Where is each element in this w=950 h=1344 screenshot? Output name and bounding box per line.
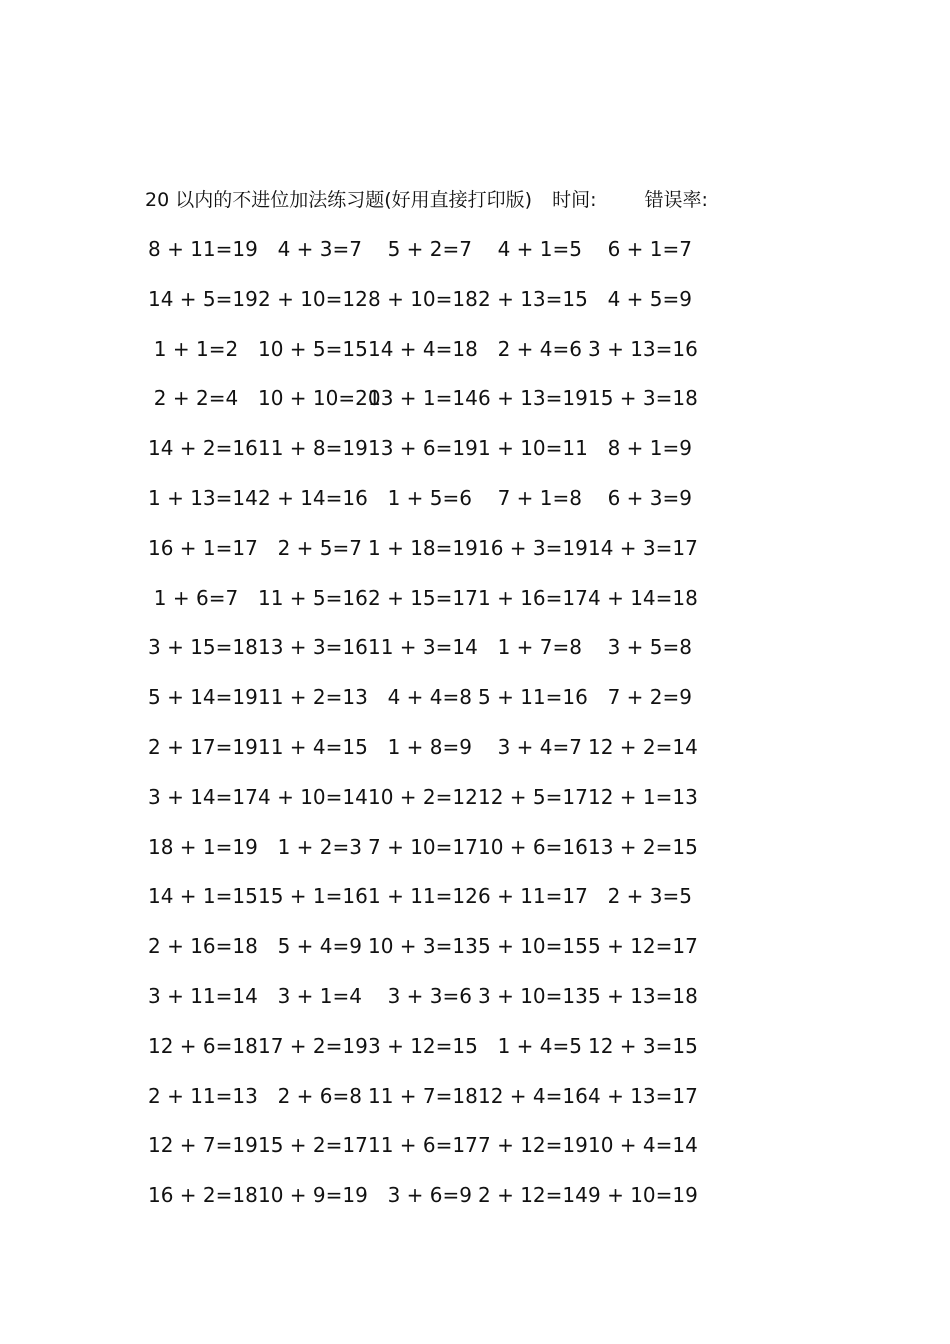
problem-row — [148, 783, 708, 833]
problem-row — [148, 932, 708, 982]
problem-cell: 5 + 4=9 — [277, 934, 362, 959]
problem-cell: 2 + 16=18 — [148, 934, 258, 959]
problem-cell: 2 + 13=15 — [478, 286, 588, 311]
problem-row — [148, 534, 708, 584]
problem-grid — [148, 235, 708, 1231]
problem-row — [148, 882, 708, 932]
problem-cell: 13 + 6=19 — [368, 436, 478, 461]
problem-row — [148, 683, 708, 733]
problem-cell: 7 + 1=8 — [497, 485, 582, 510]
problem-cell: 6 + 11=17 — [478, 884, 588, 909]
problem-cell: 10 + 2=12 — [368, 784, 478, 809]
problem-cell: 5 + 2=7 — [387, 237, 472, 261]
problem-cell: 1 + 6=7 — [153, 585, 239, 610]
problem-row — [148, 584, 708, 634]
problem-cell: 1 + 8=9 — [387, 734, 472, 759]
problem-cell: 7 + 10=17 — [368, 834, 478, 859]
problem-cell: 2 + 6=8 — [277, 1083, 362, 1108]
problem-cell: 12 + 2=14 — [588, 734, 698, 759]
problem-row — [148, 1032, 708, 1082]
problem-cell: 11 + 3=14 — [368, 635, 478, 660]
problem-cell: 10 + 4=14 — [588, 1133, 698, 1158]
problem-cell: 1 + 10=11 — [478, 436, 588, 461]
problem-cell: 2 + 2=4 — [153, 386, 239, 411]
problem-cell: 4 + 5=9 — [607, 286, 692, 311]
problem-cell: 11 + 6=17 — [368, 1133, 478, 1158]
problem-cell: 5 + 10=15 — [478, 934, 588, 959]
problem-cell: 4 + 3=7 — [277, 237, 362, 261]
problem-cell: 16 + 1=17 — [148, 535, 258, 560]
problem-cell: 16 + 3=19 — [478, 535, 588, 560]
problem-cell: 11 + 5=16 — [258, 585, 368, 610]
problem-row — [148, 235, 708, 285]
problem-cell: 8 + 10=18 — [368, 286, 478, 311]
problem-row — [148, 484, 708, 534]
problem-row — [148, 982, 708, 1032]
problem-cell: 5 + 11=16 — [478, 685, 588, 710]
problem-cell: 3 + 14=17 — [148, 784, 258, 809]
problem-cell: 3 + 5=8 — [607, 635, 692, 660]
problem-row — [148, 1082, 708, 1132]
problem-cell: 3 + 13=16 — [588, 336, 698, 361]
problem-cell: 1 + 7=8 — [497, 635, 582, 660]
problem-cell: 3 + 6=9 — [387, 1183, 472, 1208]
problem-cell: 14 + 1=15 — [148, 884, 258, 909]
problem-cell: 2 + 10=12 — [258, 286, 368, 311]
problem-cell: 18 + 1=19 — [148, 834, 258, 859]
problem-cell: 13 + 3=16 — [258, 635, 368, 660]
problem-cell: 12 + 3=15 — [588, 1033, 698, 1058]
problem-cell: 10 + 3=13 — [368, 934, 478, 959]
problem-cell: 6 + 13=19 — [478, 386, 588, 411]
problem-cell: 2 + 12=14 — [478, 1183, 588, 1208]
problem-cell: 2 + 3=5 — [607, 884, 692, 909]
problem-row — [148, 833, 708, 883]
time-label: 时间: — [552, 189, 597, 211]
problem-cell: 2 + 11=13 — [148, 1083, 258, 1108]
problem-row — [148, 285, 708, 335]
problem-cell: 11 + 4=15 — [258, 734, 368, 759]
problem-cell: 2 + 15=17 — [368, 585, 478, 610]
problem-cell: 8 + 1=9 — [607, 436, 692, 461]
problem-cell: 4 + 13=17 — [588, 1083, 698, 1108]
problem-cell: 4 + 14=18 — [588, 585, 698, 610]
problem-cell: 5 + 12=17 — [588, 934, 698, 959]
problem-cell: 12 + 4=16 — [478, 1083, 588, 1108]
problem-row — [148, 633, 708, 683]
problem-cell: 9 + 10=19 — [588, 1183, 698, 1208]
problem-cell: 13 + 1=14 — [368, 386, 478, 411]
problem-cell: 1 + 16=17 — [478, 585, 588, 610]
problem-cell: 5 + 14=19 — [148, 685, 258, 710]
problem-cell: 1 + 2=3 — [277, 834, 362, 859]
problem-cell: 16 + 2=18 — [148, 1183, 258, 1208]
problem-cell: 1 + 4=5 — [497, 1033, 582, 1058]
problem-cell: 14 + 4=18 — [368, 336, 478, 361]
problem-cell: 10 + 9=19 — [258, 1183, 368, 1208]
problem-cell: 3 + 4=7 — [497, 734, 582, 759]
problem-cell: 1 + 5=6 — [387, 485, 472, 510]
problem-cell: 12 + 6=18 — [148, 1033, 258, 1058]
problem-cell: 3 + 11=14 — [148, 983, 258, 1008]
problem-cell: 6 + 3=9 — [607, 485, 692, 510]
problem-cell: 14 + 3=17 — [588, 535, 698, 560]
problem-cell: 6 + 1=7 — [607, 237, 692, 261]
problem-cell: 13 + 2=15 — [588, 834, 698, 859]
problem-row — [148, 733, 708, 783]
worksheet-header — [145, 186, 708, 214]
problem-cell: 3 + 15=18 — [148, 635, 258, 660]
problem-cell: 10 + 6=16 — [478, 834, 588, 859]
problem-cell: 5 + 13=18 — [588, 983, 698, 1008]
problem-cell: 4 + 4=8 — [387, 685, 472, 710]
problem-cell: 2 + 14=16 — [258, 485, 368, 510]
problem-cell: 1 + 11=12 — [368, 884, 478, 909]
problem-cell: 14 + 2=16 — [148, 436, 258, 461]
problem-cell: 11 + 8=19 — [258, 436, 368, 461]
problem-cell: 14 + 5=19 — [148, 286, 258, 311]
problem-cell: 12 + 7=19 — [148, 1133, 258, 1158]
problem-cell: 10 + 5=15 — [258, 336, 368, 361]
problem-cell: 2 + 5=7 — [277, 535, 362, 560]
error-rate-label: 错误率: — [644, 189, 708, 211]
problem-cell: 15 + 2=17 — [258, 1133, 368, 1158]
problem-cell: 1 + 13=14 — [148, 485, 258, 510]
problem-cell: 2 + 4=6 — [497, 336, 582, 361]
problem-cell: 3 + 10=13 — [478, 983, 588, 1008]
problem-cell: 2 + 17=19 — [148, 734, 258, 759]
problem-cell: 12 + 5=17 — [478, 784, 588, 809]
problem-cell: 1 + 18=19 — [368, 535, 478, 560]
problem-row — [148, 335, 708, 385]
problem-row — [148, 1181, 708, 1231]
problem-cell: 15 + 1=16 — [258, 884, 368, 909]
worksheet-title: 20 以内的不进位加法练习题(好用直接打印版) — [145, 189, 533, 211]
problem-cell: 3 + 12=15 — [368, 1033, 478, 1058]
problem-cell: 4 + 1=5 — [497, 237, 582, 261]
problem-cell: 8 + 11=19 — [148, 237, 258, 261]
problem-cell: 7 + 12=19 — [478, 1133, 588, 1158]
problem-row — [148, 384, 708, 434]
problem-cell: 12 + 1=13 — [588, 784, 698, 809]
problem-cell: 17 + 2=19 — [258, 1033, 368, 1058]
problem-cell: 10 + 10=20 — [258, 386, 381, 411]
problem-cell: 3 + 3=6 — [387, 983, 472, 1008]
problem-row — [148, 434, 708, 484]
problem-cell: 4 + 10=14 — [258, 784, 368, 809]
problem-row — [148, 1131, 708, 1181]
problem-cell: 11 + 7=18 — [368, 1083, 478, 1108]
problem-cell: 3 + 1=4 — [277, 983, 362, 1008]
problem-cell: 7 + 2=9 — [607, 685, 692, 710]
problem-cell: 11 + 2=13 — [258, 685, 368, 710]
problem-cell: 1 + 1=2 — [153, 336, 239, 361]
problem-cell: 15 + 3=18 — [588, 386, 698, 411]
